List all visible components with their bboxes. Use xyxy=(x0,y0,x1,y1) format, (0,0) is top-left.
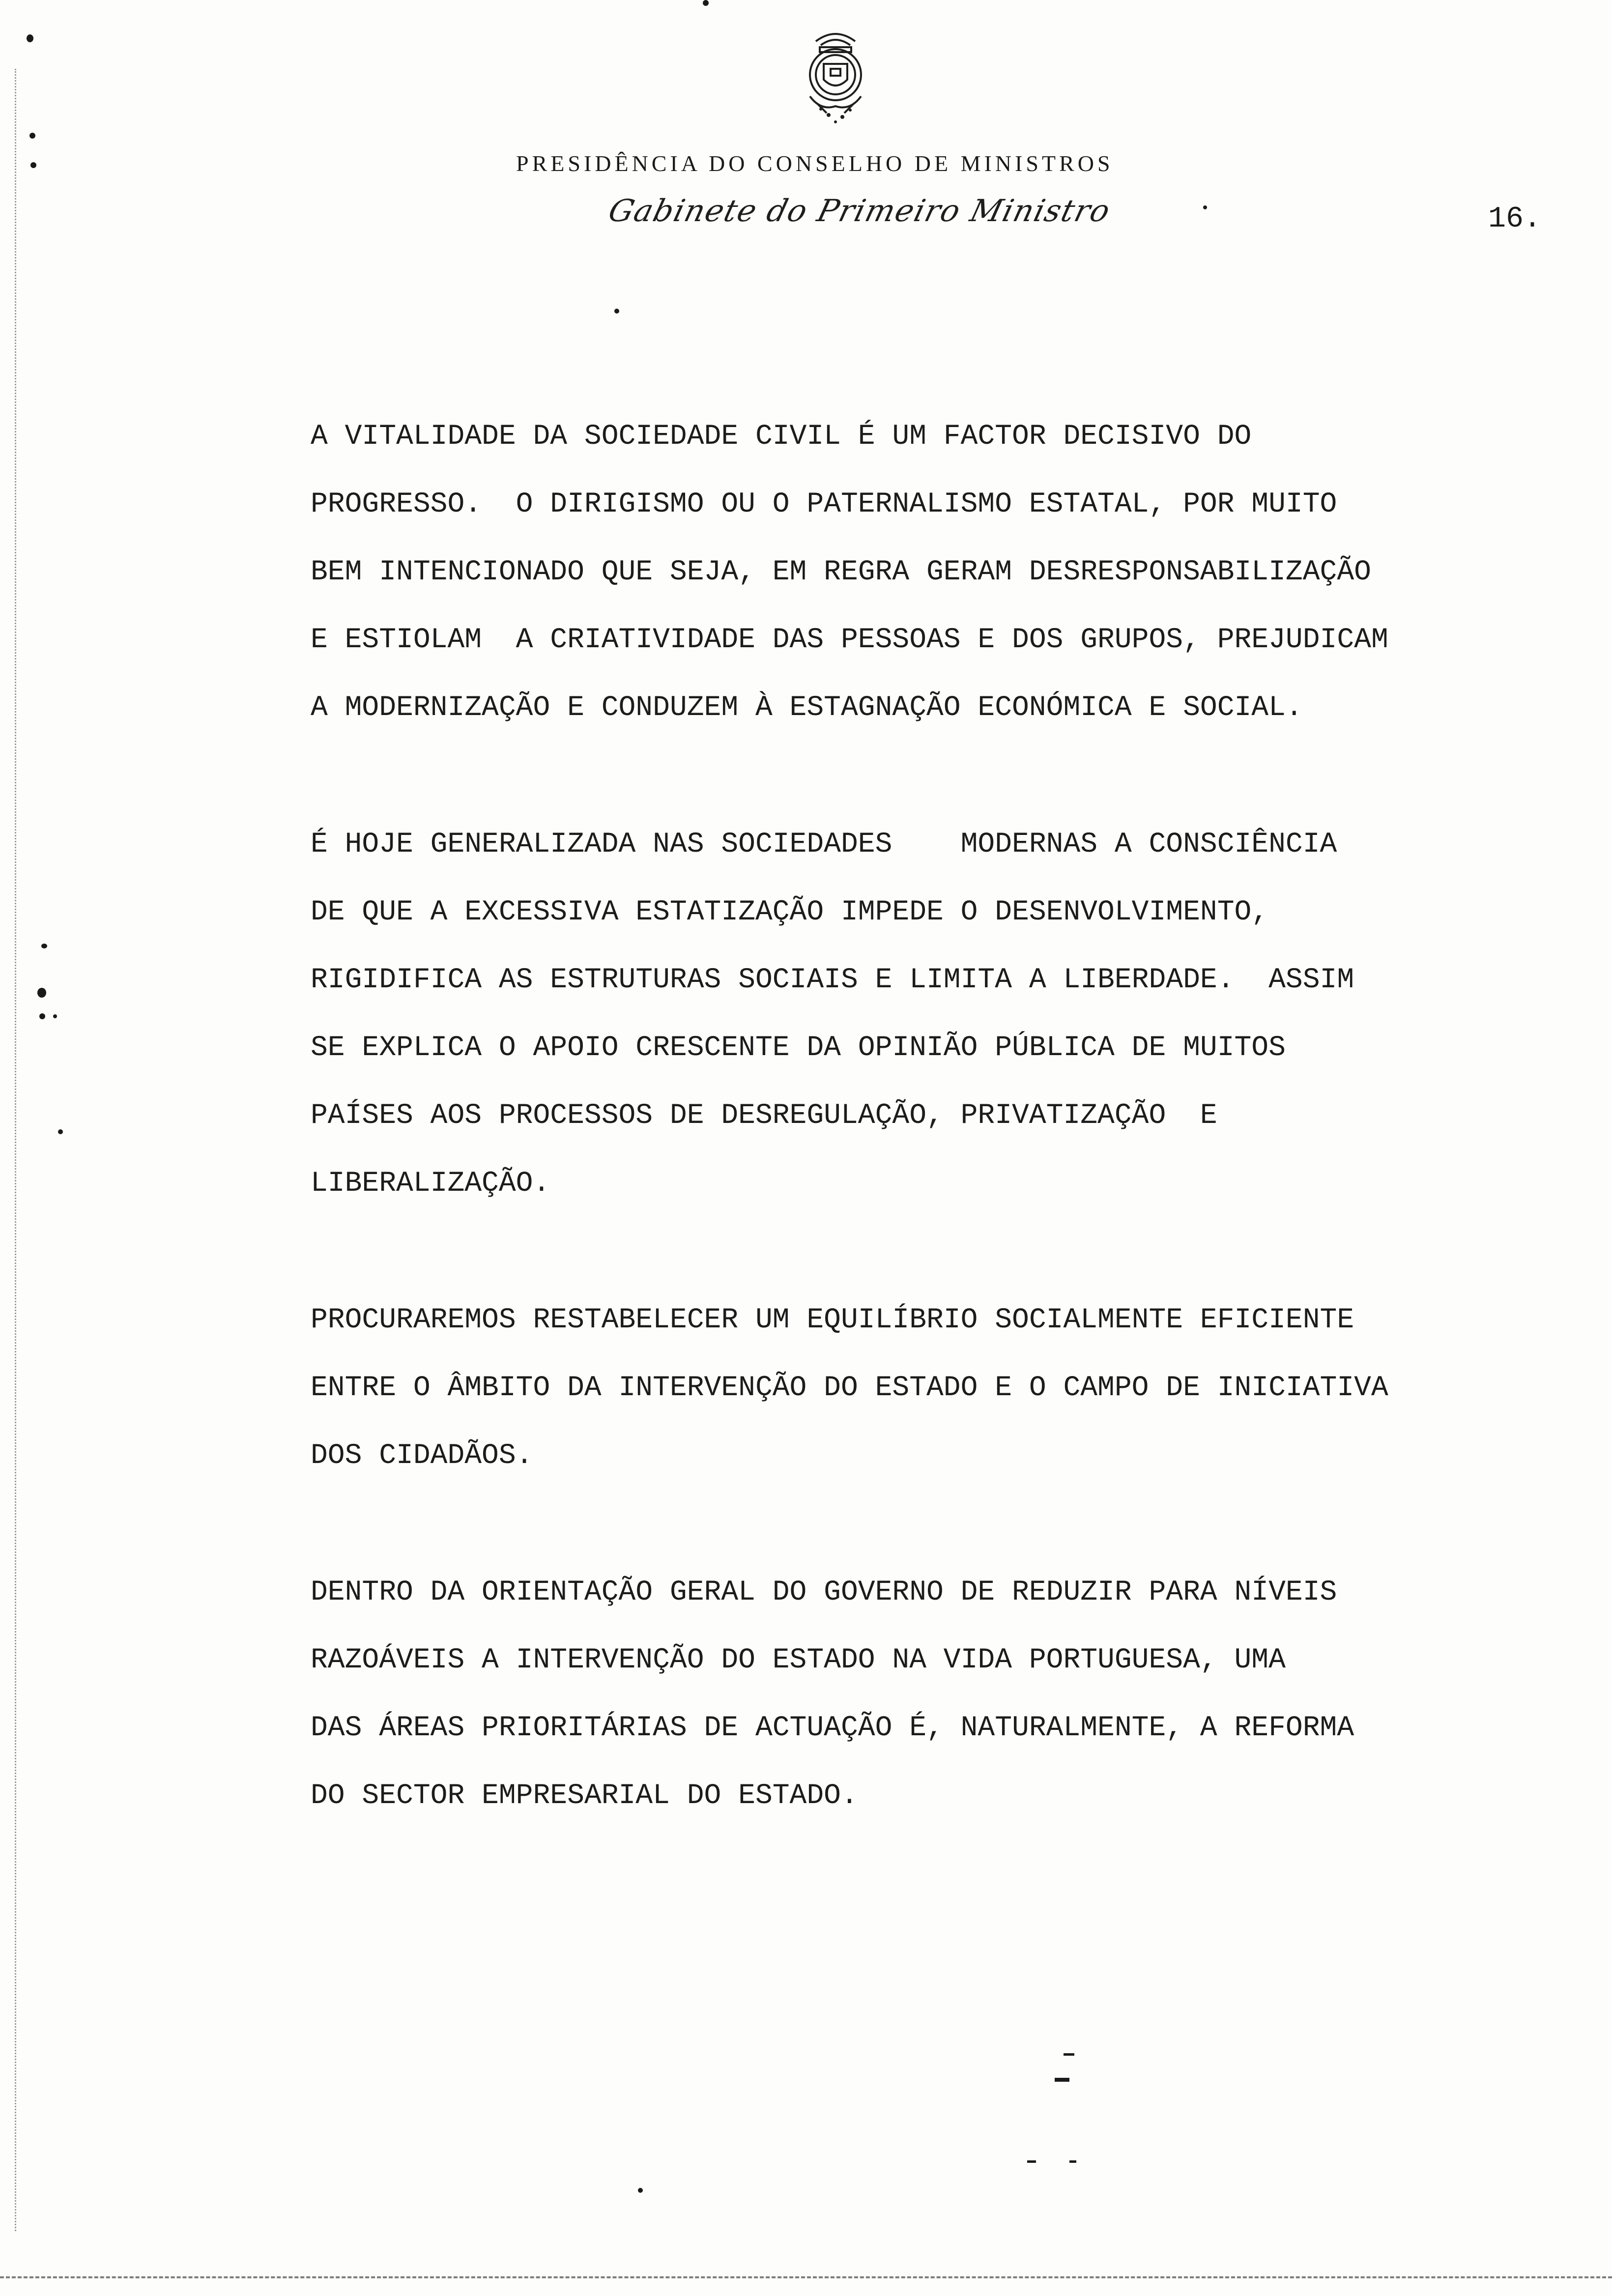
scan-speck xyxy=(614,309,619,314)
paragraph-2 xyxy=(311,811,1598,1218)
text-line: ENTRE O ÂMBITO DA INTERVENÇÃO DO ESTADO E O CAMPO DE INICIATIVA xyxy=(311,1372,1388,1404)
page-number: 16. xyxy=(1488,202,1542,236)
text-line: DOS CIDADÃOS. xyxy=(311,1440,533,1472)
body-text xyxy=(311,403,1598,1899)
coat-of-arms-seal-icon xyxy=(781,22,890,130)
left-margin-dotted-rule xyxy=(15,69,16,2231)
scan-speck xyxy=(1203,205,1207,209)
text-line: SE EXPLICA O APOIO CRESCENTE DA OPINIÃO PÚBLICA DE MUITOS xyxy=(311,1032,1286,1064)
bottom-scan-edge xyxy=(0,2276,1612,2278)
text-line: BEM INTENCIONADO QUE SEJA, EM REGRA GERAM DESRESPONSABILIZAÇÃO xyxy=(311,556,1371,588)
text-line: DAS ÁREAS PRIORITÁRIAS DE ACTUAÇÃO É, NATURALMENTE, A REFORMA xyxy=(311,1712,1354,1744)
text-line: RIGIDIFICA AS ESTRUTURAS SOCIAIS E LIMITA A LIBERDADE. ASSIM xyxy=(311,964,1354,996)
scan-mark xyxy=(1064,2053,1074,2056)
text-line: E ESTIOLAM A CRIATIVIDADE DAS PESSOAS E DOS GRUPOS, PREJUDICAM xyxy=(311,624,1388,656)
text-line: PROGRESSO. O DIRIGISMO OU O PATERNALISMO ESTATAL, POR MUITO xyxy=(311,488,1337,520)
scan-mark xyxy=(1055,2078,1069,2082)
scan-speck xyxy=(27,34,33,42)
scan-speck xyxy=(29,133,35,139)
organization-title: PRESIDÊNCIA DO CONSELHO DE MINISTROS xyxy=(516,151,1114,176)
text-line: A VITALIDADE DA SOCIEDADE CIVIL É UM FACTOR DECISIVO DO xyxy=(311,421,1252,453)
scan-mark xyxy=(1069,2160,1076,2163)
paragraph-3 xyxy=(311,1287,1598,1490)
office-subtitle: Gabinete do Primeiro Ministro xyxy=(604,193,1115,229)
text-line: DO SECTOR EMPRESARIAL DO ESTADO. xyxy=(311,1780,858,1812)
text-line: LIBERALIZAÇÃO. xyxy=(311,1168,550,1200)
scan-speck xyxy=(53,1014,57,1018)
scan-speck xyxy=(39,1013,45,1019)
scan-speck xyxy=(37,988,46,998)
paragraph-1 xyxy=(311,403,1598,742)
text-line: DENTRO DA ORIENTAÇÃO GERAL DO GOVERNO DE REDUZIR PARA NÍVEIS xyxy=(311,1577,1337,1608)
text-line: PAÍSES AOS PROCESSOS DE DESREGULAÇÃO, PRIVATIZAÇÃO E xyxy=(311,1100,1217,1132)
text-line: É HOJE GENERALIZADA NAS SOCIEDADES MODERNAS A CONSCIÊNCIA xyxy=(311,829,1337,861)
scan-mark xyxy=(1027,2160,1036,2163)
text-line: A MODERNIZAÇÃO E CONDUZEM À ESTAGNAÇÃO ECONÓMICA E SOCIAL. xyxy=(311,692,1303,724)
text-line: RAZOÁVEIS A INTERVENÇÃO DO ESTADO NA VIDA PORTUGUESA, UMA xyxy=(311,1644,1286,1676)
paragraph-4 xyxy=(311,1559,1598,1830)
text-line: PROCURAREMOS RESTABELECER UM EQUILÍBRIO SOCIALMENTE EFICIENTE xyxy=(311,1304,1354,1336)
scan-speck xyxy=(41,944,47,948)
text-line: DE QUE A EXCESSIVA ESTATIZAÇÃO IMPEDE O DESENVOLVIMENTO, xyxy=(311,896,1269,928)
scan-speck xyxy=(58,1129,63,1134)
scan-speck xyxy=(30,162,36,168)
scan-speck xyxy=(703,0,709,6)
scan-speck xyxy=(638,2188,643,2193)
